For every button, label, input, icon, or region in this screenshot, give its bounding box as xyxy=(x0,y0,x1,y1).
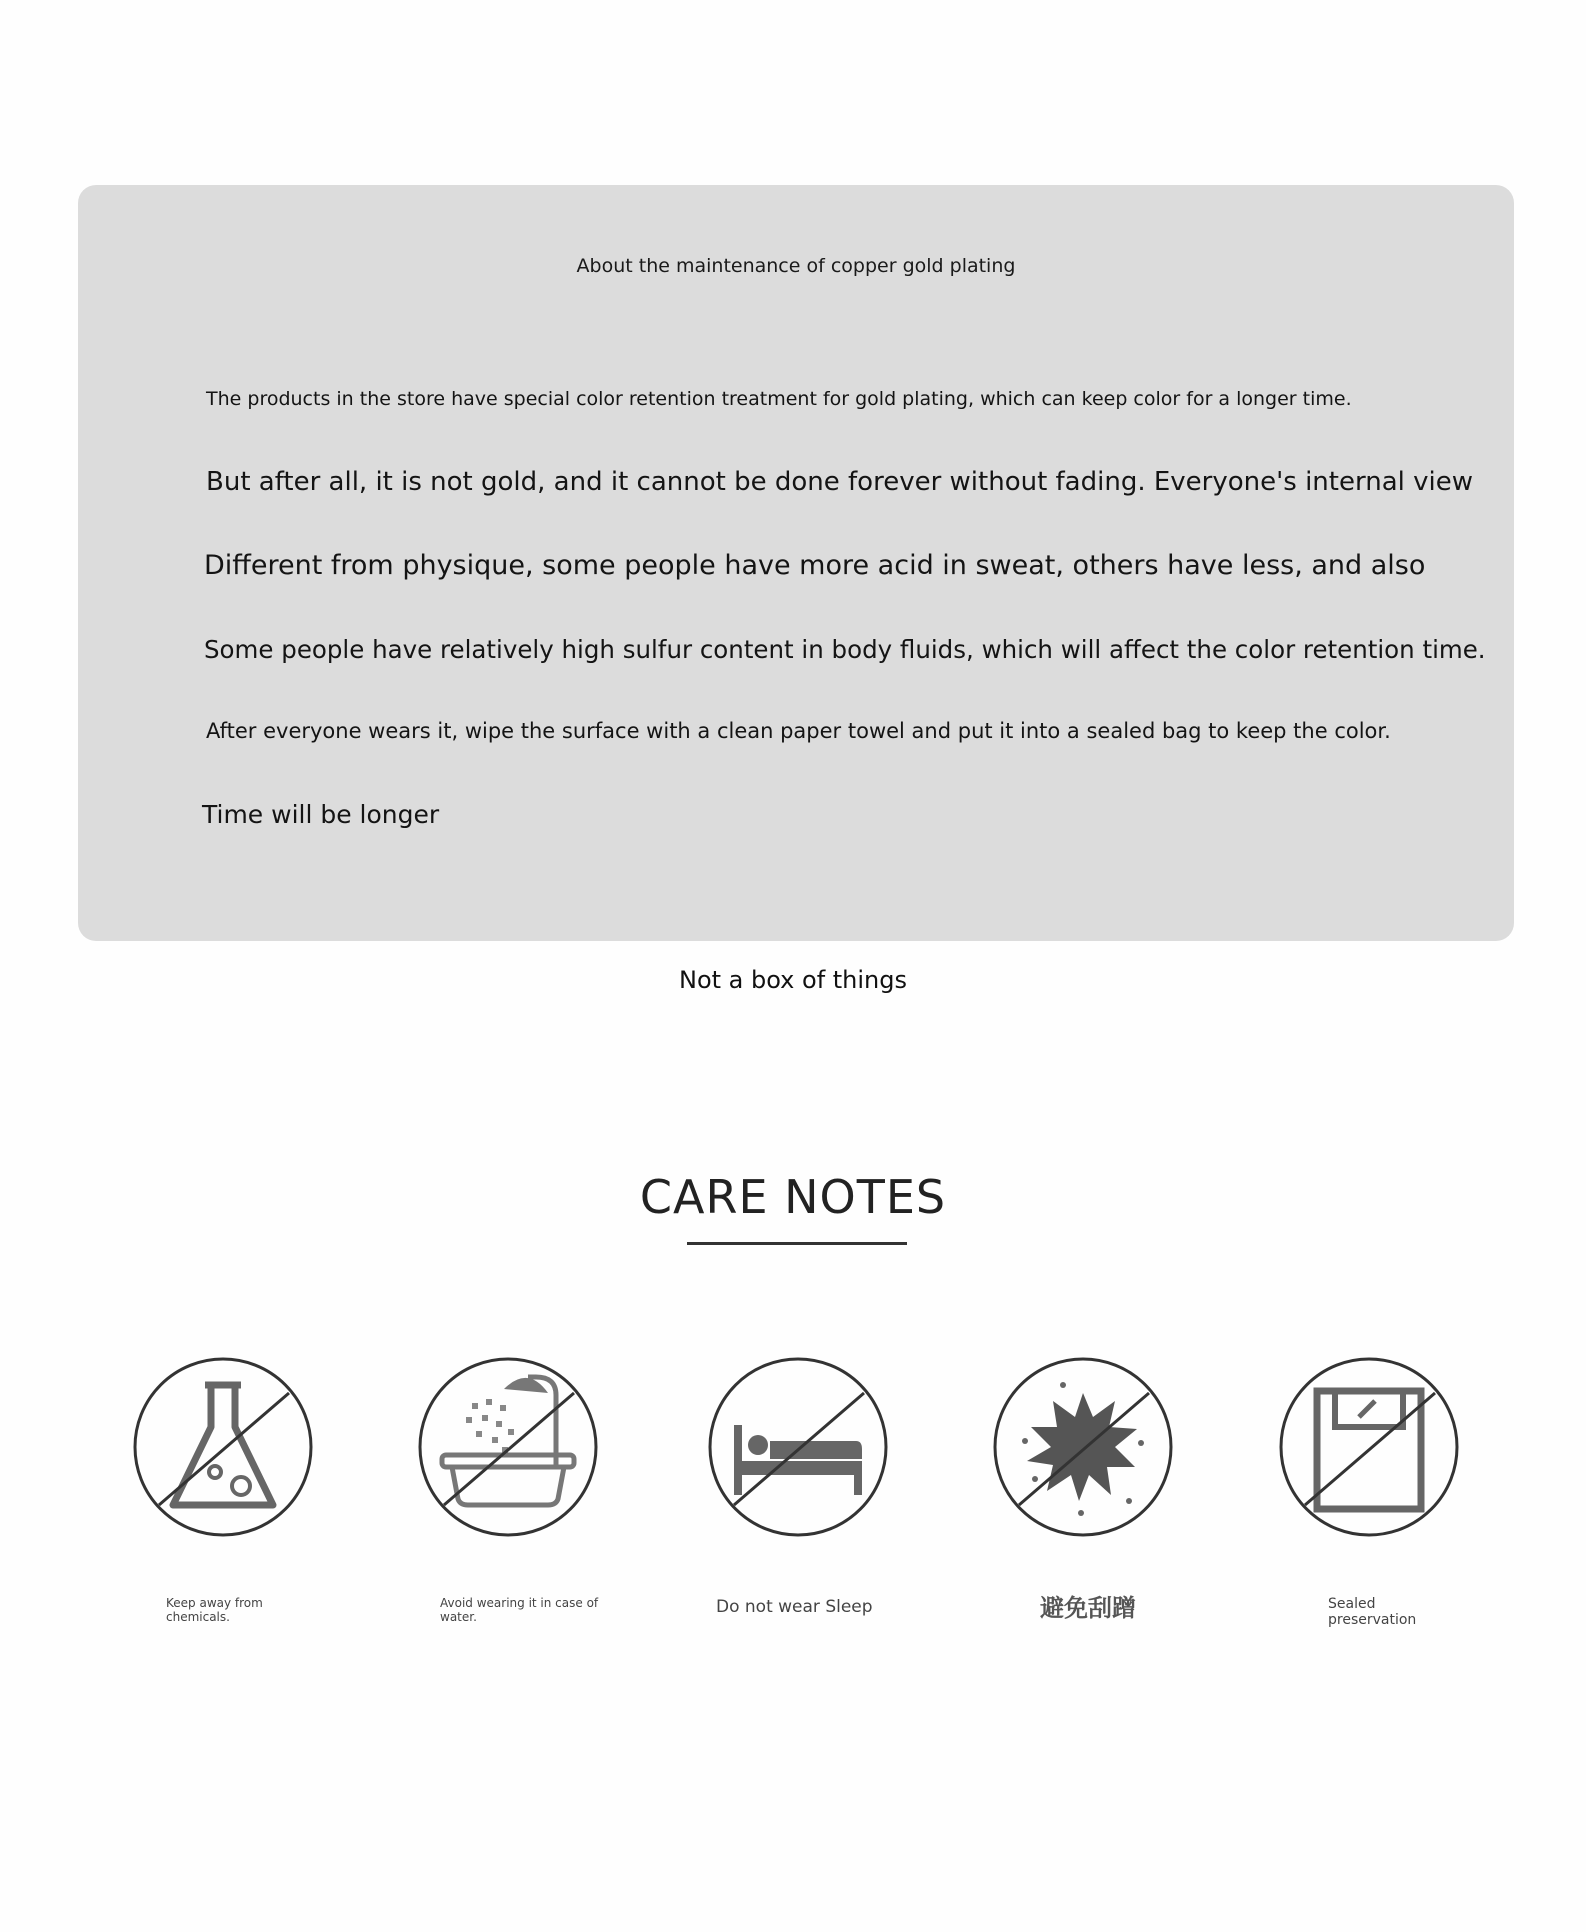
maintenance-line-5: After everyone wears it, wipe the surface with a clean paper towel and put it into a sealed bag to keep the color. xyxy=(206,719,1391,743)
care-notes-underline xyxy=(687,1242,907,1245)
sealed-bag-icon xyxy=(1277,1355,1461,1539)
no-sleep-icon xyxy=(706,1355,890,1539)
care-label-sleep: Do not wear Sleep xyxy=(716,1597,873,1617)
care-label-sealed: Sealed preservation xyxy=(1328,1596,1417,1629)
care-label-water: Avoid wearing it in case of water. xyxy=(440,1596,599,1624)
maintenance-line-1: The products in the store have special color retention treatment for gold plating, which can keep color for a longer time. xyxy=(206,388,1352,410)
maintenance-panel xyxy=(78,185,1514,941)
caption: Not a box of things xyxy=(678,966,908,994)
maintenance-line-3: Different from physique, some people have more acid in sweat, others have less, and also xyxy=(204,550,1426,581)
no-water-icon xyxy=(416,1355,600,1539)
maintenance-line-6: Time will be longer xyxy=(202,800,440,829)
maintenance-line-4: Some people have relatively high sulfur content in body fluids, which will affect the color retention time. xyxy=(204,635,1486,664)
care-notes-title: CARE NOTES xyxy=(639,1170,947,1224)
maintenance-line-2: But after all, it is not gold, and it cannot be done forever without fading. Everyone's internal view xyxy=(206,467,1473,497)
care-label-scratch: 避免刮蹭 xyxy=(1040,1594,1136,1622)
maintenance-title: About the maintenance of copper gold plating xyxy=(576,255,1016,277)
care-label-chemicals: Keep away from chemicals. xyxy=(166,1596,263,1624)
no-scratch-icon xyxy=(991,1355,1175,1539)
no-chemicals-icon xyxy=(131,1355,315,1539)
